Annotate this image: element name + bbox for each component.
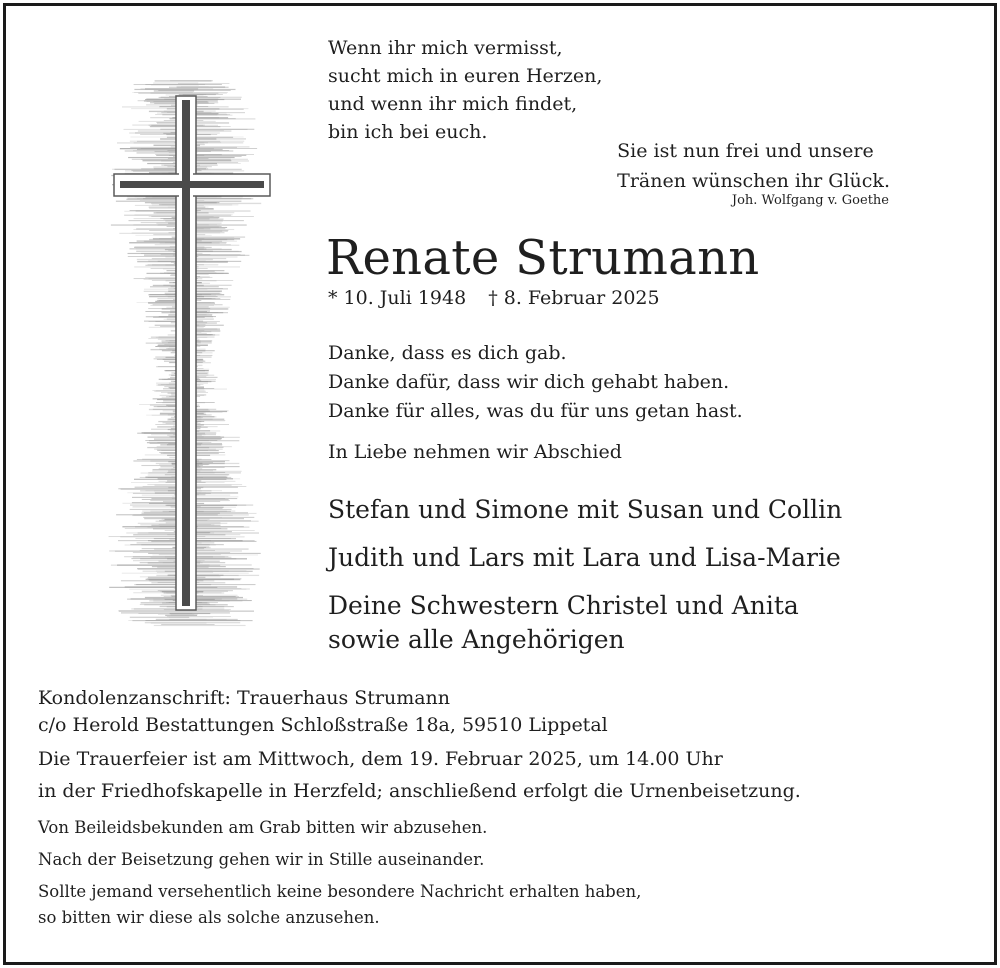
quote: [617, 136, 890, 196]
funeral-location: in der Friedhofskapelle in Herzfeld; anschließend erfolgt die Urnenbeisetzung.: [38, 780, 801, 802]
quote-line: Sie ist nun frei und unsere: [617, 140, 874, 162]
poem-line: Wenn ihr mich vermisst,: [328, 37, 563, 59]
mourner-line: Deine Schwestern Christel und Anita: [328, 591, 799, 620]
quote-author: Joh. Wolfgang v. Goethe: [731, 193, 889, 208]
poem-line: sucht mich in euren Herzen,: [328, 65, 603, 87]
note-line: Von Beileidsbekunden am Grab bitten wir abzusehen.: [38, 818, 488, 837]
note-line: Nach der Beisetzung gehen wir in Stille auseinander.: [38, 850, 485, 869]
thanks-line: Danke dafür, dass wir dich gehabt haben.: [328, 371, 730, 393]
poem-line: und wenn ihr mich findet,: [328, 93, 578, 115]
thanks-line: Danke, dass es dich gab.: [328, 342, 567, 364]
cross-icon: [100, 70, 310, 630]
funeral-home-address: c/o Herold Bestattungen Schloßstraße 18a, 59510 Lippetal: [38, 714, 608, 736]
mourner-line: Judith und Lars mit Lara und Lisa-Marie: [328, 543, 841, 572]
poem: [328, 34, 602, 146]
mourner-line: sowie alle Angehörigen: [328, 625, 625, 654]
deceased-name: Renate Strumann: [326, 230, 760, 286]
farewell-line: In Liebe nehmen wir Abschied: [328, 441, 622, 463]
poem-line: bin ich bei euch.: [328, 121, 488, 143]
birth-date: * 10. Juli 1948: [328, 287, 467, 309]
thanks-line: Danke für alles, was du für uns getan hast.: [328, 400, 743, 422]
death-date: † 8. Februar 2025: [488, 287, 660, 309]
mourner-line: Stefan und Simone mit Susan und Collin: [328, 495, 843, 524]
quote-line: Tränen wünschen ihr Glück.: [617, 170, 890, 192]
funeral-date: Die Trauerfeier ist am Mittwoch, dem 19. Februar 2025, um 14.00 Uhr: [38, 748, 723, 770]
note-line: so bitten wir diese als solche anzusehen.: [38, 908, 380, 927]
condolence-address: Kondolenzanschrift: Trauerhaus Strumann: [38, 687, 451, 709]
thanks-block: [328, 339, 743, 426]
life-dates: [328, 285, 660, 311]
note-line: Sollte jemand versehentlich keine besondere Nachricht erhalten haben,: [38, 882, 642, 901]
